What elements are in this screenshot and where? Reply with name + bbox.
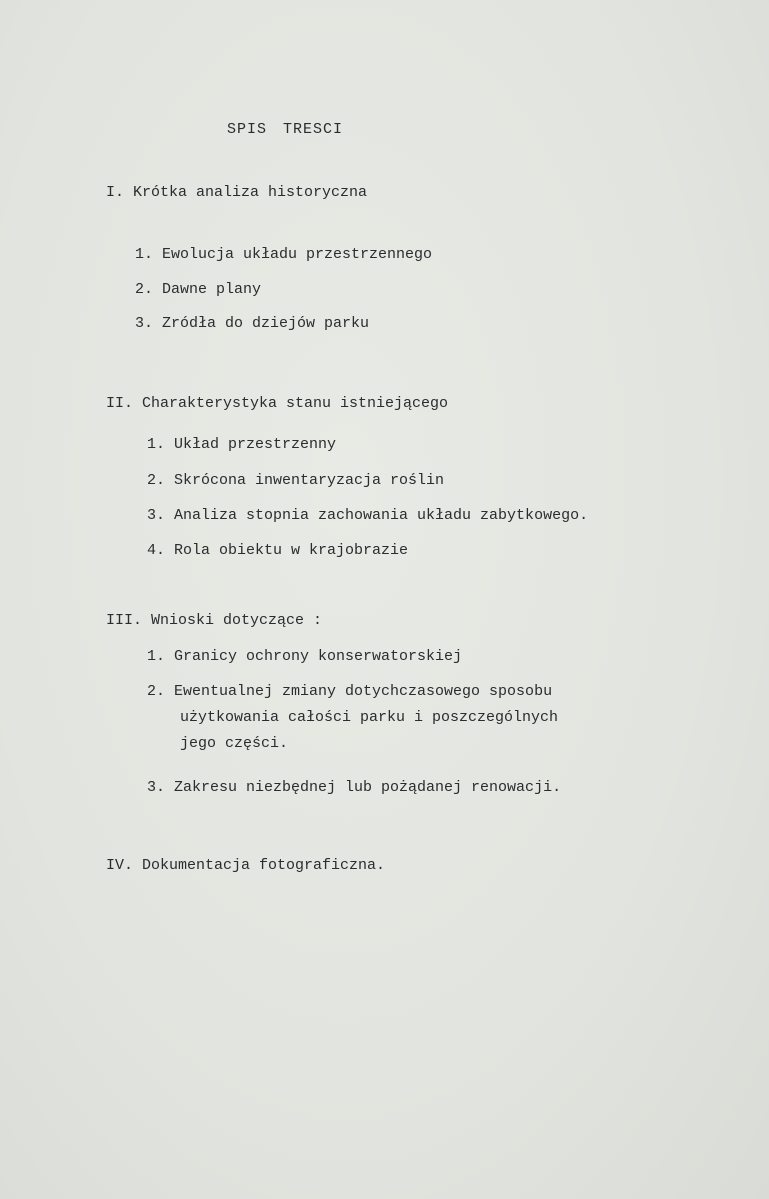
section-3-item-2: 2. Ewentualnej zmiany dotychczasowego sposobu — [147, 683, 553, 700]
section-3-item-2-continuation-2: jego części. — [180, 735, 289, 752]
section-1-item-3: 3. Zródła do dziejów parku — [135, 315, 370, 332]
section-heading-2: II. Charakterystyka stanu istniejącego — [106, 395, 449, 412]
section-heading-3: III. Wnioski dotyczące : — [106, 612, 323, 629]
section-3-item-2-continuation-1: użytkowania całości parku i poszczególnych — [180, 709, 559, 726]
section-3-item-3: 3. Zakresu niezbędnej lub pożądanej renowacji. — [147, 779, 562, 796]
section-2-item-2: 2. Skrócona inwentaryzacja roślin — [147, 472, 445, 489]
section-1-item-2: 2. Dawne plany — [135, 281, 262, 298]
section-3-item-1: 1. Granicy ochrony konserwatorskiej — [147, 648, 463, 665]
section-1-item-1: 1. Ewolucja układu przestrzennego — [135, 246, 433, 263]
section-2-item-1: 1. Układ przestrzenny — [147, 436, 337, 453]
section-heading-4: IV. Dokumentacja fotograficzna. — [106, 857, 386, 874]
page-title: SPIS TRESCI — [227, 121, 344, 138]
section-2-item-4: 4. Rola obiektu w krajobrazie — [147, 542, 409, 559]
section-heading-1: I. Krótka analiza historyczna — [106, 184, 368, 201]
section-2-item-3: 3. Analiza stopnia zachowania układu zabytkowego. — [147, 507, 589, 524]
